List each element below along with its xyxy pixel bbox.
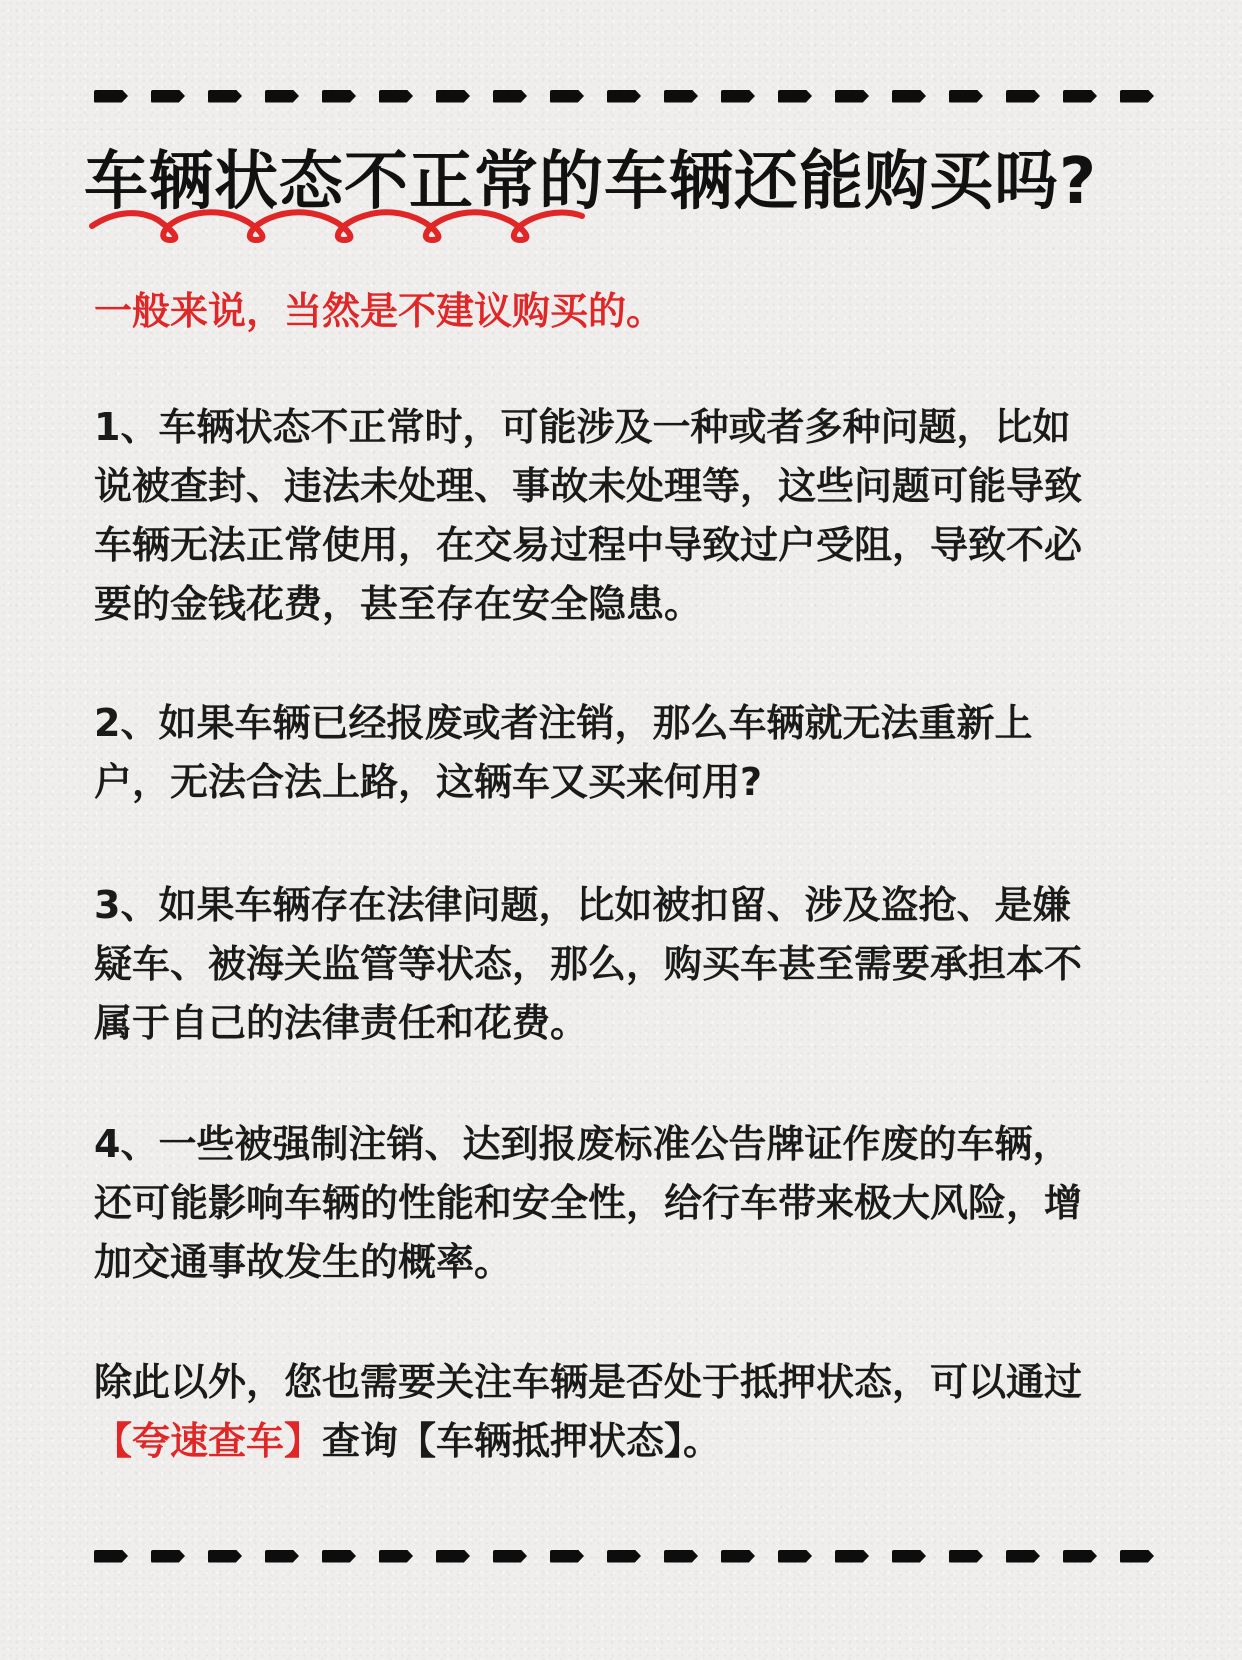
dash-segment (94, 90, 128, 103)
dash-segment (322, 90, 356, 103)
dash-segment (265, 1550, 299, 1563)
dash-segment (664, 90, 698, 103)
point-4: 4、一些被强制注销、达到报废标准公告牌证作废的车辆，还可能影响车辆的性能和安全性，给行车带来极大风险，增加交通事故发生的概率。 (94, 1122, 1083, 1284)
dash-segment (151, 1550, 185, 1563)
point-2: 2、如果车辆已经报废或者注销，那么车辆就无法重新上户，无法合法上路，这辆车又买来何用? (94, 701, 1033, 804)
dash-segment (778, 1550, 812, 1563)
point-3: 3、如果车辆存在法律问题，比如被扣留、涉及盗抢、是嫌疑车、被海关监管等状态，那么，购买车甚至需要承担本不属于自己的法律责任和花费。 (94, 883, 1083, 1045)
dash-segment (493, 1550, 527, 1563)
dash-segment (1063, 1550, 1097, 1563)
dash-segment (1120, 1550, 1154, 1563)
dash-segment (265, 90, 299, 103)
dash-segment (550, 90, 584, 103)
dash-segment (721, 90, 755, 103)
dash-segment (94, 1550, 128, 1563)
closing-text-after: 查询【车辆抵押状态】。 (322, 1419, 722, 1463)
dash-segment (493, 90, 527, 103)
dash-segment (379, 1550, 413, 1563)
bottom-dashed-divider (94, 1548, 1154, 1564)
dash-segment (151, 90, 185, 103)
dash-segment (835, 1550, 869, 1563)
dash-segment (379, 90, 413, 103)
dash-segment (1120, 90, 1154, 103)
subtitle: 一般来说，当然是不建议购买的。 (94, 289, 665, 333)
app-name-highlight: 【夸速查车】 (94, 1419, 323, 1463)
dash-segment (778, 90, 812, 103)
dash-segment (1063, 90, 1097, 103)
closing-text-before: 除此以外，您也需要关注车辆是否处于抵押状态，可以通过 (94, 1360, 1083, 1404)
dash-segment (892, 90, 926, 103)
dash-segment (664, 1550, 698, 1563)
dash-segment (436, 90, 470, 103)
dash-segment (208, 1550, 242, 1563)
dash-segment (949, 1550, 983, 1563)
dash-segment (892, 1550, 926, 1563)
dash-segment (322, 1550, 356, 1563)
dash-segment (550, 1550, 584, 1563)
dash-segment (721, 1550, 755, 1563)
dash-segment (607, 90, 641, 103)
point-1: 1、车辆状态不正常时，可能涉及一种或者多种问题，比如说被查封、违法未处理、事故未处理等，这些问题可能导致车辆无法正常使用，在交易过程中导致过户受阻，导致不必要的金钱花费，甚至存在安全隐患。 (94, 405, 1083, 626)
dash-segment (835, 90, 869, 103)
dash-segment (1006, 1550, 1040, 1563)
dash-segment (208, 90, 242, 103)
top-dashed-divider (94, 88, 1154, 104)
dash-segment (1006, 90, 1040, 103)
page-title: 车辆状态不正常的车辆还能购买吗? (84, 145, 1098, 219)
dash-segment (436, 1550, 470, 1563)
closing-paragraph (94, 1353, 1104, 1471)
dash-segment (949, 90, 983, 103)
dash-segment (607, 1550, 641, 1563)
